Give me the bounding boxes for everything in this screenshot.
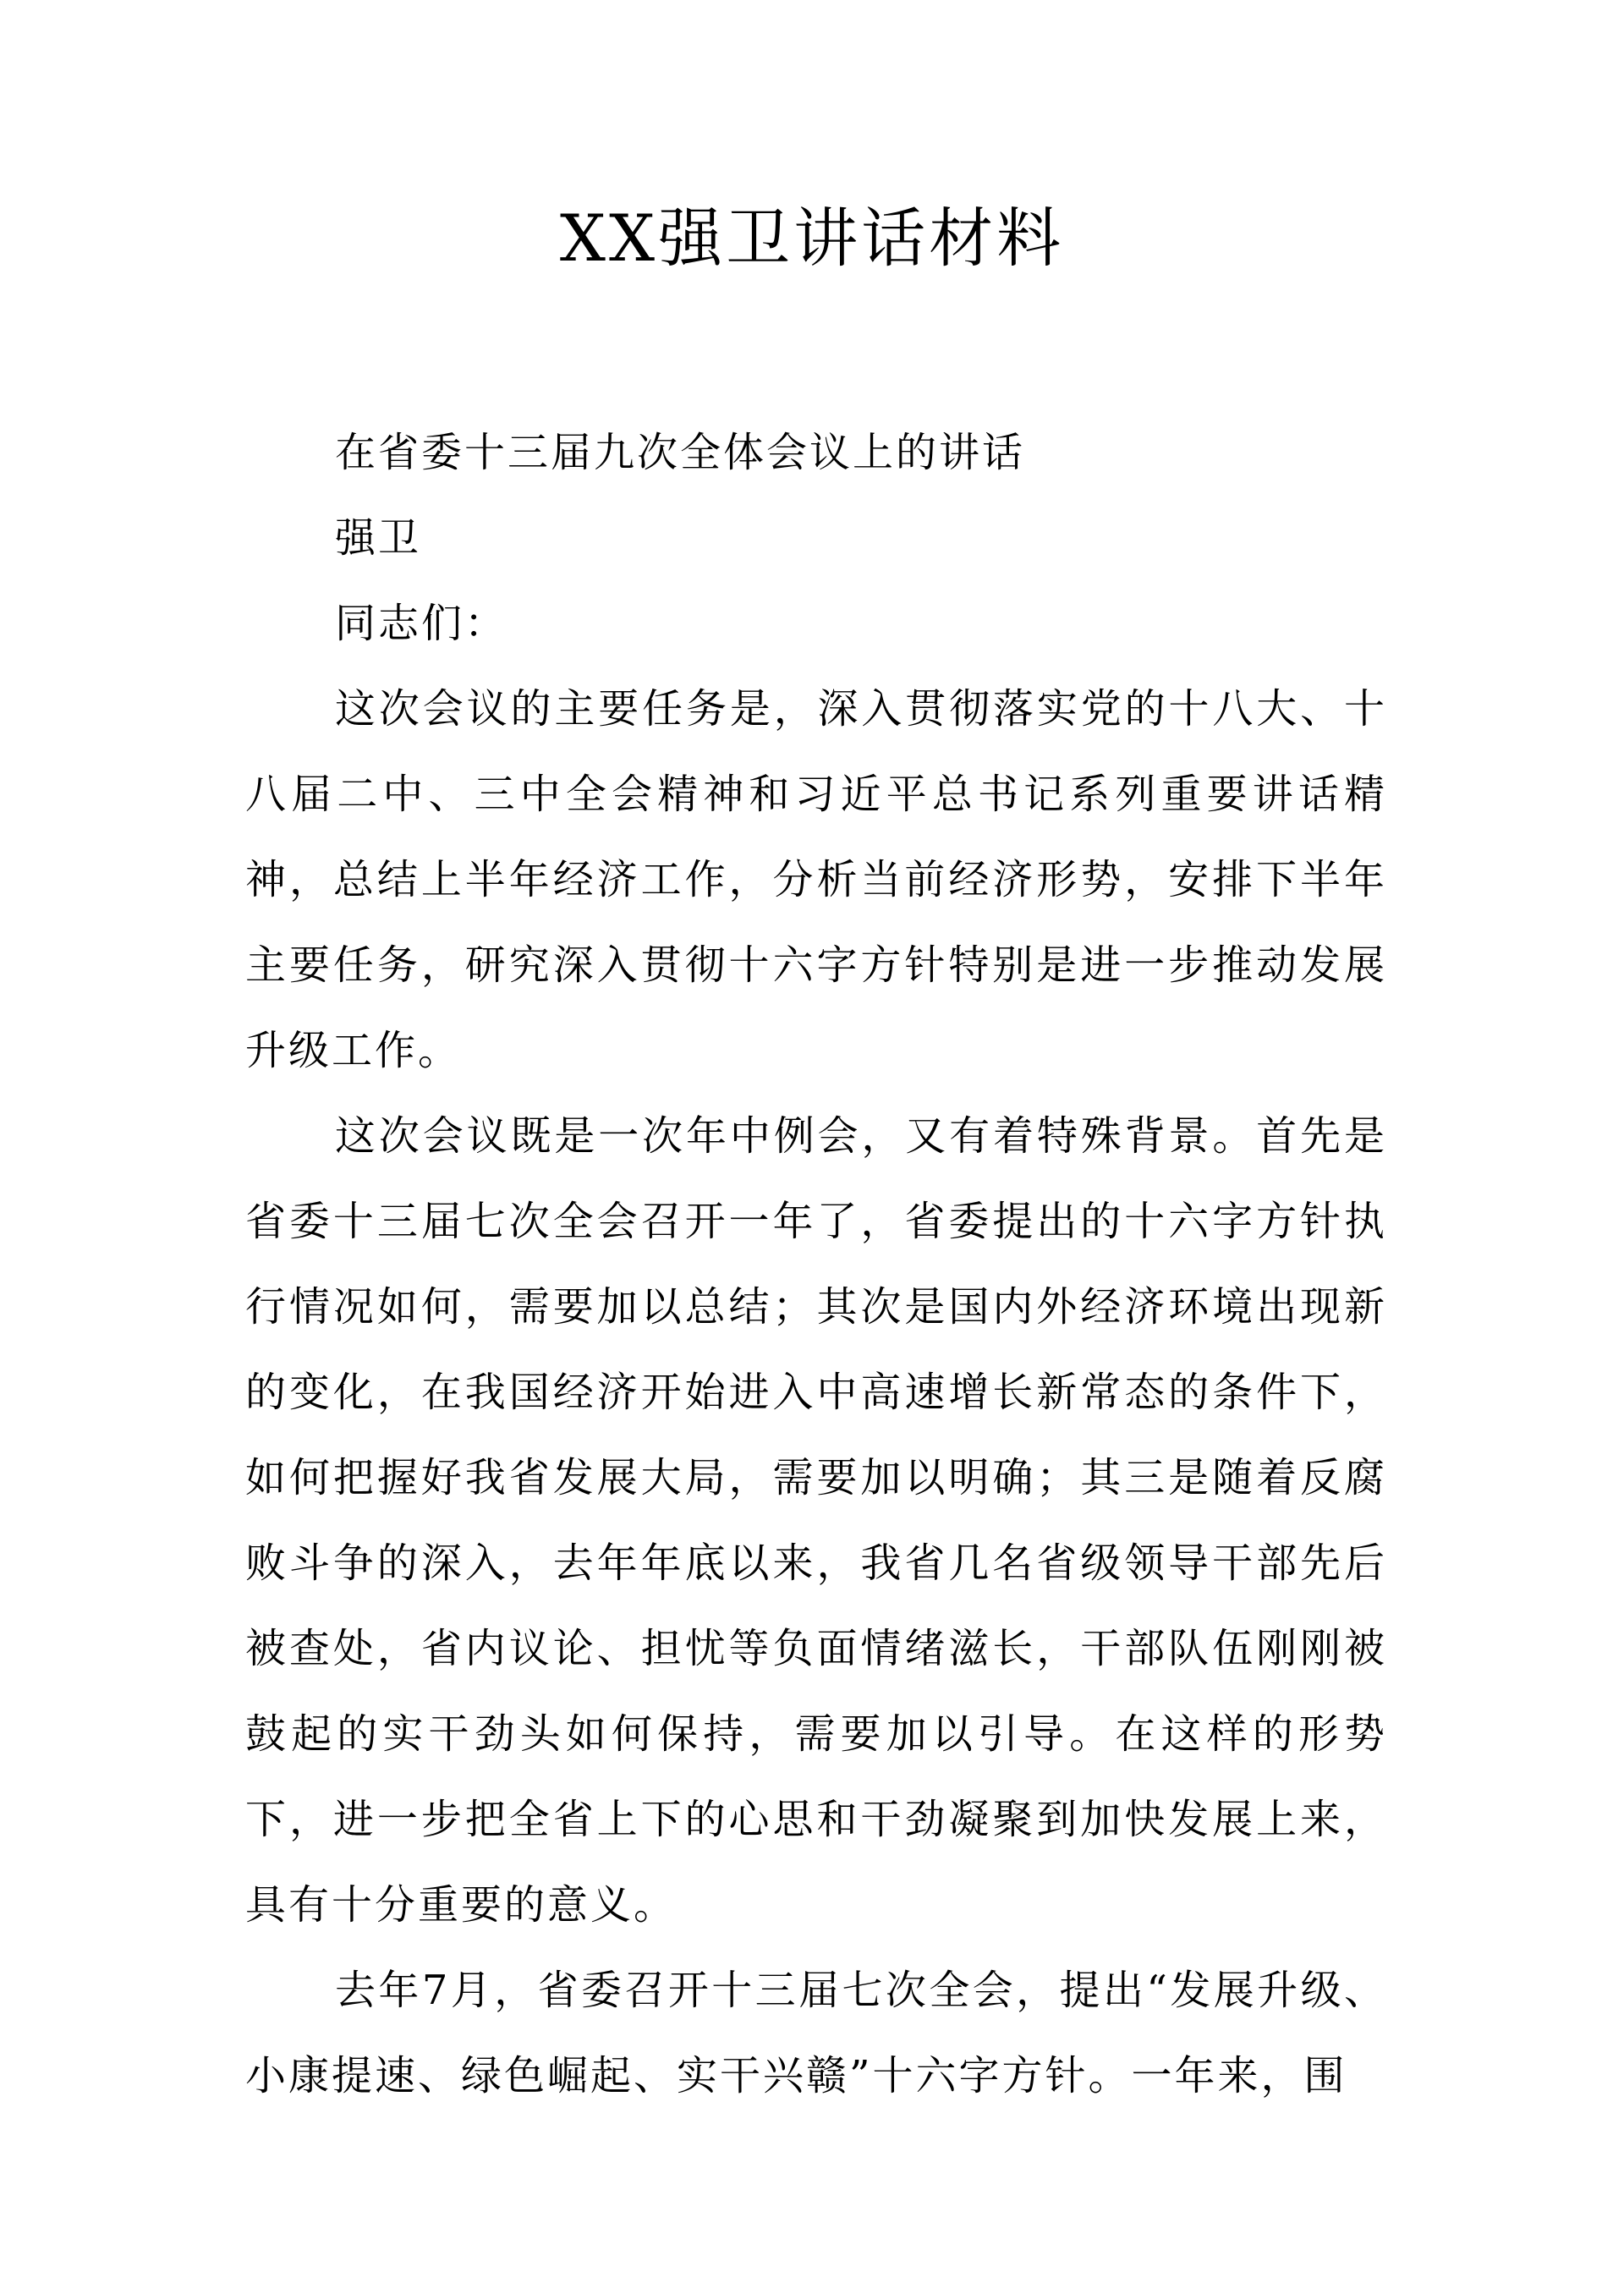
document-title: XX强卫讲话材料 bbox=[559, 200, 1065, 276]
paragraph-2: 这次会议既是一次年中例会，又有着特殊背景。首先是省委十三届七次全会召开一年了，省委提出的十六字方针执行情况如何，需要加以总结；其次是国内外经济环境出现新的变化，在我国经济开始进入中高速增长新常态的条件下，如何把握好我省发展大局，需要加以明确；其三是随着反腐败斗争的深入，去年年底以来，我省几名省级领导干部先后被查处，省内议论、担忧等负面情绪滋长，干部队伍刚刚被鼓起的实干劲头如何保持，需要加以引导。在这样的形势下，进一步把全省上下的心思和干劲凝聚到加快发展上来，具有十分重要的意义。 bbox=[245, 1112, 1387, 1929]
salutation: 同志们： bbox=[335, 600, 508, 647]
speaker-name: 强卫 bbox=[335, 514, 422, 562]
paragraph-3: 去年7月，省委召开十三届七次全会，提出“发展升级、小康提速、绿色崛起、实干兴赣”十六字方针。一年来，围 bbox=[245, 1967, 1387, 2099]
paragraph-1: 这次会议的主要任务是，深入贯彻落实党的十八大、十八届二中、三中全会精神和习近平总书记系列重要讲话精神，总结上半年经济工作，分析当前经济形势，安排下半年主要任务，研究深入贯彻十六字方针特别是进一步推动发展升级工作。 bbox=[245, 685, 1387, 1074]
speech-subtitle: 在省委十三届九次全体会议上的讲话 bbox=[335, 429, 1026, 476]
document-body bbox=[245, 410, 1387, 2119]
